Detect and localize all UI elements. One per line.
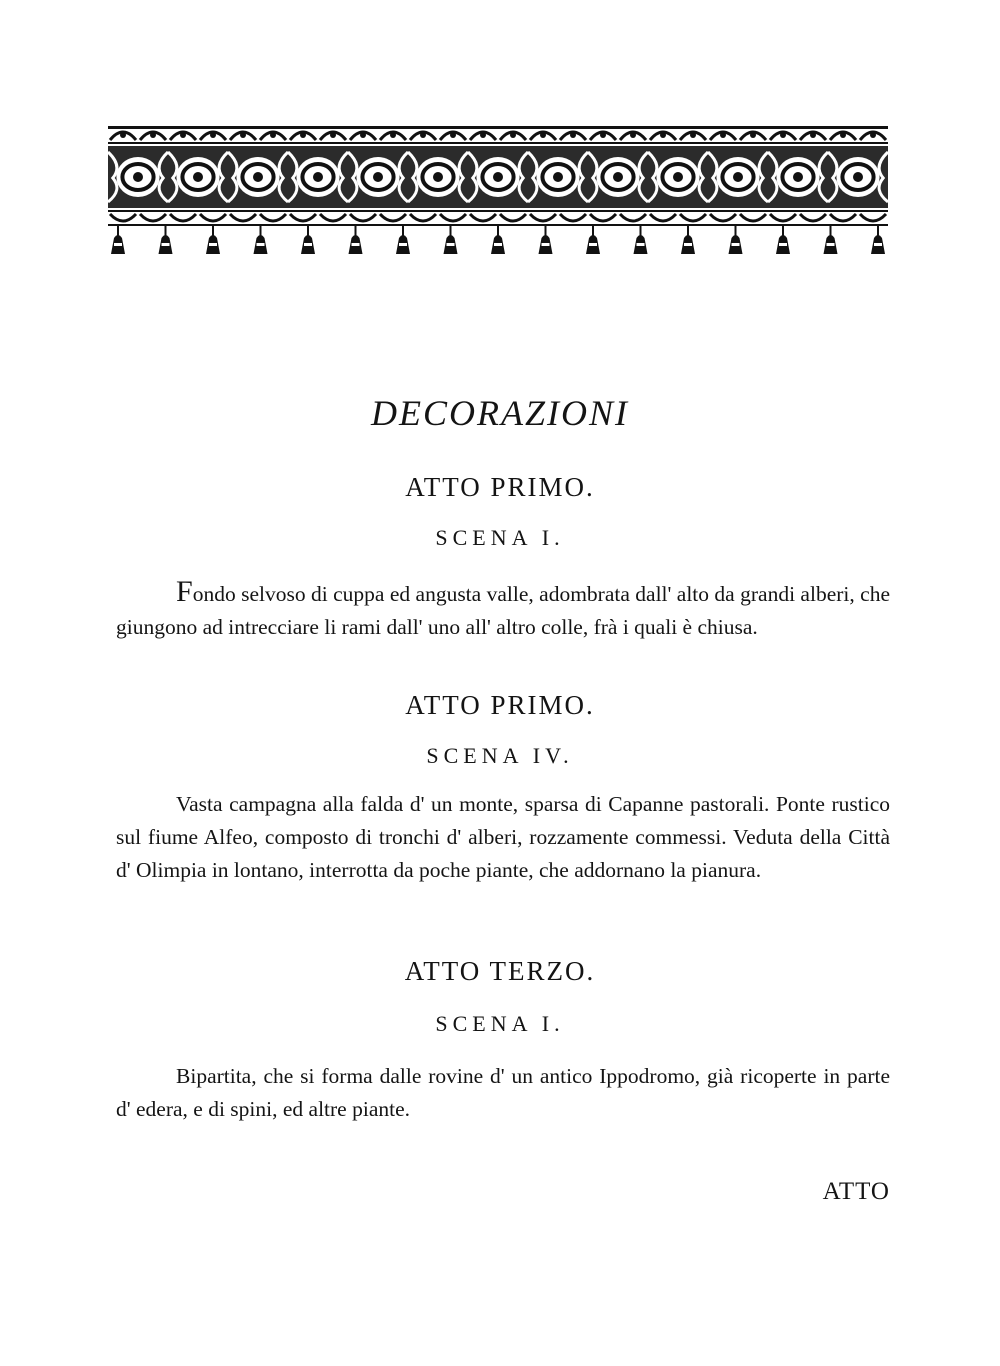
ornament-tassel-band — [874, 243, 882, 246]
ornament-dot — [660, 132, 666, 138]
ornament-tassel-band — [304, 243, 312, 246]
ornament-dot — [810, 132, 816, 138]
decorative-headpiece — [108, 122, 888, 258]
catchword: ATTO — [822, 1178, 890, 1205]
ornament-scroll — [410, 214, 436, 221]
ornament-scroll — [800, 214, 826, 221]
ornament-scroll — [170, 214, 196, 221]
ornament-scroll — [620, 214, 646, 221]
ornament-dot — [793, 172, 803, 182]
ornament-scroll — [440, 214, 466, 221]
ornament-dot — [690, 132, 696, 138]
ornament-tassel-band — [114, 243, 122, 246]
ornament-dot — [373, 172, 383, 182]
ornament-dot — [673, 172, 683, 182]
ornament-dot — [253, 172, 263, 182]
ornament-dot — [133, 172, 143, 182]
ornament-dot — [193, 172, 203, 182]
ornament-dot — [180, 132, 186, 138]
ornament-dot — [540, 132, 546, 138]
ornament-dot — [733, 172, 743, 182]
ornament-rule — [108, 210, 888, 212]
ornament-dot — [570, 132, 576, 138]
act-heading-2: ATTO PRIMO. — [405, 690, 595, 720]
ornament-scroll — [710, 214, 736, 221]
ornament-dot — [420, 132, 426, 138]
ornament-rule — [108, 142, 888, 144]
ornament-dot — [360, 132, 366, 138]
ornament-scroll — [500, 214, 526, 221]
ornament-dot — [840, 132, 846, 138]
ornament-scroll — [110, 214, 136, 221]
ornament-tassel-band — [162, 243, 170, 246]
ornament-dot — [630, 132, 636, 138]
ornament-dot — [600, 132, 606, 138]
ornament-scroll — [230, 214, 256, 221]
ornament-dot — [870, 132, 876, 138]
ornament-dot — [240, 132, 246, 138]
ornament-dot — [313, 172, 323, 182]
ornament-scroll — [680, 214, 706, 221]
ornament-scroll — [380, 214, 406, 221]
ornament-tassel-band — [352, 243, 360, 246]
ornament-dot — [480, 132, 486, 138]
ornament-dot — [120, 132, 126, 138]
ornament-dot — [613, 172, 623, 182]
ornament-dot — [330, 132, 336, 138]
ornament-scroll — [350, 214, 376, 221]
scene-description-text: ondo selvoso di cuppa ed angusta valle, adombrata dall' alto da grandi alberi, che giungono ad intrecciare li rami dall' uno all' altro colle, frà i quali è chiusa. — [116, 582, 890, 639]
ornament-scroll — [260, 214, 286, 221]
ornament-dot — [780, 132, 786, 138]
ornament-dot — [270, 132, 276, 138]
ornament-scroll — [140, 214, 166, 221]
ornament-dot — [510, 132, 516, 138]
act-heading-1: ATTO PRIMO. — [405, 472, 595, 502]
ornament-scroll — [590, 214, 616, 221]
ornament-scroll — [200, 214, 226, 221]
scene-heading-2: SCENA IV. — [426, 743, 574, 768]
ornament-tassel-band — [827, 243, 835, 246]
ornament-tassel-band — [542, 243, 550, 246]
scene-description-1 — [116, 575, 890, 644]
ornament-scroll — [470, 214, 496, 221]
page-title: DECORAZIONI — [371, 393, 629, 433]
scene-description-text: Bipartita, che si forma dalle rovine d' un antico Ippodromo, già ricoperte in parte d' edera, e di spini, ed altre piante. — [116, 1064, 890, 1121]
ornament-dot — [150, 132, 156, 138]
ornament-dot — [750, 132, 756, 138]
ornament-dot — [720, 132, 726, 138]
ornament-tassel-band — [684, 243, 692, 246]
ornament-rule — [108, 224, 888, 226]
ornament-scroll — [860, 214, 886, 221]
ornament-tassel-band — [494, 243, 502, 246]
ornament-tassel-band — [637, 243, 645, 246]
ornament-scroll — [830, 214, 856, 221]
ornament-scroll — [530, 214, 556, 221]
scene-description-text: Vasta campagna alla falda d' un monte, sparsa di Capanne pastorali. Ponte rustico sul fiume Alfeo, composto di tronchi d' alberi, rozzamente commessi. Veduta della Città d' Olimpia in lontano, interrotta da poche piante, che addornano la pianura. — [116, 792, 890, 882]
ornament-rule — [108, 126, 888, 129]
ornament-scroll — [290, 214, 316, 221]
ornament-tassel-band — [447, 243, 455, 246]
scene-heading-1: SCENA I. — [435, 525, 565, 550]
ornament-tassel-band — [732, 243, 740, 246]
ornament-scroll — [320, 214, 346, 221]
ornament-scroll — [740, 214, 766, 221]
ornament-tassel-band — [399, 243, 407, 246]
ornament-tassel-band — [257, 243, 265, 246]
ornament-tassel-band — [589, 243, 597, 246]
ornament-dot — [300, 132, 306, 138]
ornament-scroll — [650, 214, 676, 221]
ornament-dot — [210, 132, 216, 138]
ornament-dot — [493, 172, 503, 182]
scene-description-2 — [116, 788, 890, 887]
ornament-tassel-band — [779, 243, 787, 246]
ornament-border-icon — [108, 122, 888, 258]
ornament-scroll — [770, 214, 796, 221]
scene-description-3 — [116, 1060, 890, 1126]
ornament-dot — [433, 172, 443, 182]
ornament-dot — [390, 132, 396, 138]
act-heading-3: ATTO TERZO. — [404, 956, 596, 986]
ornament-scroll — [560, 214, 586, 221]
scene-heading-3: SCENA I. — [435, 1011, 565, 1036]
drop-capital: F — [176, 575, 193, 608]
ornament-dot — [853, 172, 863, 182]
ornament-dot — [450, 132, 456, 138]
ornament-dot — [553, 172, 563, 182]
ornament-tassel-band — [209, 243, 217, 246]
